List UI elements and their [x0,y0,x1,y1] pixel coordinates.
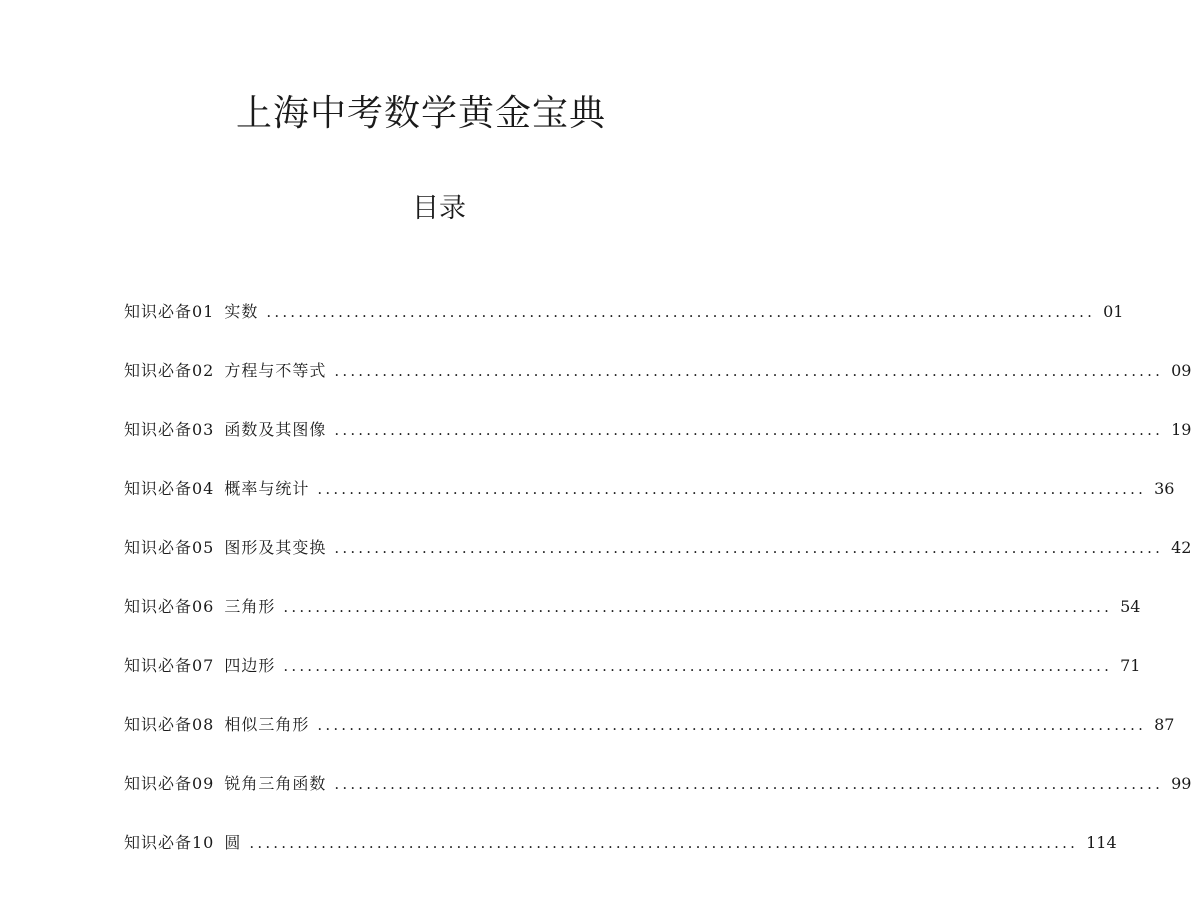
toc-topic: 相似三角形 [224,715,310,734]
toc-page-number: 99 [1171,774,1191,793]
toc-entry-05[interactable] [124,536,1191,595]
dot-leader: ........................................................................................................ [334,421,1164,439]
dot-leader: ........................................................................................................ [249,834,1079,852]
toc-entry-label [124,418,326,442]
toc-heading: 目录 [412,193,466,224]
toc-entry-10[interactable] [124,831,1117,890]
toc-entry-label [124,831,241,855]
toc-topic: 图形及其变换 [224,538,327,557]
toc-section: 知识必备08 [124,715,215,734]
toc-topic: 三角形 [224,597,276,616]
dot-leader: ........................................................................................................ [317,716,1147,734]
toc-section: 知识必备05 [124,538,215,557]
toc-page-number: 42 [1171,538,1191,557]
dot-leader: ........................................................................................................ [334,775,1164,793]
dot-leader: ........................................................................................................ [334,362,1164,380]
toc-topic: 函数及其图像 [224,420,327,439]
toc-entry-label [124,654,275,678]
toc-page-number: 87 [1154,715,1175,734]
toc-entry-label [124,536,326,560]
toc-entry-label [124,713,309,737]
toc-entry-label [124,772,326,796]
toc-entry-label [124,359,326,383]
toc-topic: 四边形 [224,656,276,675]
toc-entry-06[interactable] [124,595,1141,654]
toc-entry-label [124,477,309,501]
toc-section: 知识必备02 [124,361,215,380]
toc-list [124,300,1191,890]
toc-section: 知识必备06 [124,597,215,616]
toc-page-number: 71 [1120,656,1141,675]
toc-entry-01[interactable] [124,300,1124,359]
toc-entry-label [124,595,275,619]
toc-entry-09[interactable] [124,772,1191,831]
toc-topic: 锐角三角函数 [224,774,327,793]
toc-entry-label [124,300,258,324]
toc-entry-04[interactable] [124,477,1175,536]
toc-section: 知识必备10 [124,833,215,852]
toc-topic: 方程与不等式 [224,361,327,380]
toc-topic: 圆 [224,833,242,852]
dot-leader: ........................................................................................................ [266,303,1096,321]
toc-page-number: 54 [1120,597,1141,616]
toc-topic: 概率与统计 [224,479,310,498]
toc-entry-02[interactable] [124,359,1191,418]
dot-leader: ........................................................................................................ [283,657,1113,675]
book-title: 上海中考数学黄金宝典 [235,93,606,134]
toc-page-number: 09 [1171,361,1191,380]
toc-entry-08[interactable] [124,713,1175,772]
toc-page-number: 114 [1086,833,1117,852]
toc-page-number: 01 [1103,302,1124,321]
toc-topic: 实数 [224,302,259,321]
toc-page-number: 19 [1171,420,1191,439]
toc-section: 知识必备04 [124,479,215,498]
toc-section: 知识必备03 [124,420,215,439]
toc-section: 知识必备01 [124,302,215,321]
dot-leader: ........................................................................................................ [317,480,1147,498]
toc-entry-07[interactable] [124,654,1141,713]
toc-section: 知识必备07 [124,656,215,675]
toc-entry-03[interactable] [124,418,1191,477]
dot-leader: ........................................................................................................ [283,598,1113,616]
toc-section: 知识必备09 [124,774,215,793]
toc-page-number: 36 [1154,479,1175,498]
dot-leader: ........................................................................................................ [334,539,1164,557]
